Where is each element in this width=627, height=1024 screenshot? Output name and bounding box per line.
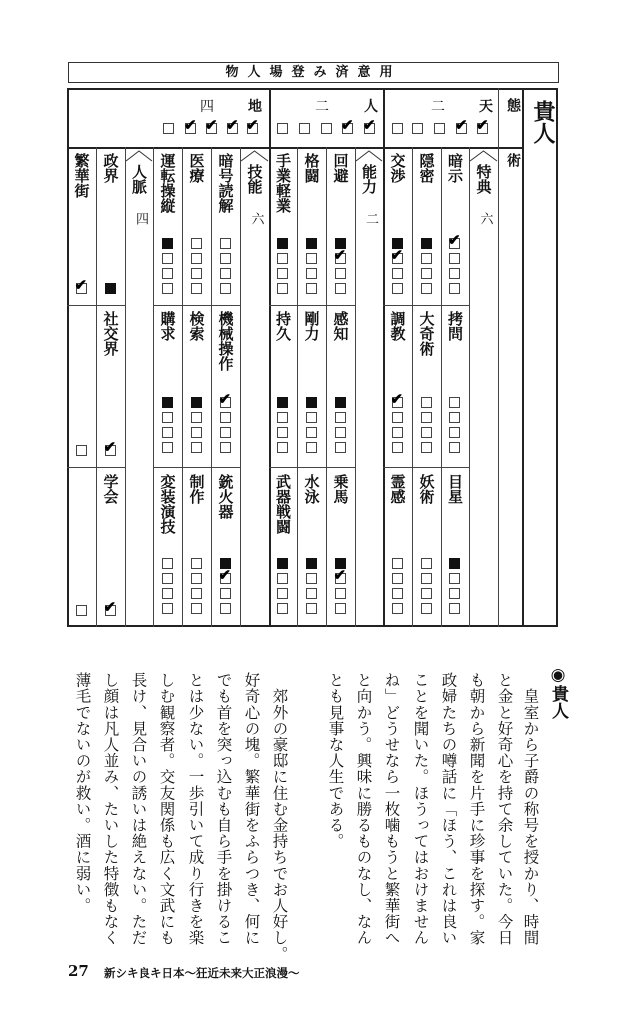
skill-checkbox[interactable]	[277, 268, 288, 279]
skill-name: 政界	[101, 153, 120, 183]
skill-name: 拷問	[446, 311, 464, 341]
description-heading: ◉貴人	[548, 665, 568, 719]
row-divider	[153, 305, 182, 306]
checkmark-icon: ✔	[390, 390, 404, 408]
skill-name: 格闘	[302, 153, 321, 183]
skill-name: 運転操縦	[158, 153, 177, 213]
skill-checkbox[interactable]	[392, 442, 403, 453]
skill-checkbox[interactable]	[392, 283, 403, 294]
skill-name: 乗馬	[331, 474, 350, 504]
brace-icon	[125, 148, 153, 162]
skill-checkbox[interactable]	[220, 283, 231, 294]
section-count: 二	[363, 212, 378, 225]
skill-checkbox[interactable]	[306, 397, 317, 408]
attribute-count: 二	[315, 99, 329, 115]
row-divider	[297, 467, 326, 468]
checkmark-icon: ✔	[226, 116, 239, 134]
skill-checkbox[interactable]	[162, 588, 173, 599]
skill-checkbox[interactable]	[220, 442, 231, 453]
skill-checkbox[interactable]	[392, 588, 403, 599]
skill-checkbox[interactable]	[162, 427, 173, 438]
checkmark-icon: ✔	[333, 246, 347, 264]
attribute-checkbox[interactable]	[163, 123, 174, 134]
paragraph-line: し顔は凡人並み、たいした特徴もなく	[101, 672, 120, 946]
skill-name: 変装演技	[158, 474, 177, 534]
skill-name: 水泳	[302, 474, 321, 504]
skill-checkbox[interactable]	[162, 603, 173, 614]
skill-name: 回避	[331, 153, 350, 183]
attribute-label: 地	[248, 99, 262, 115]
skill-checkbox[interactable]	[191, 558, 202, 569]
skill-checkbox[interactable]	[335, 268, 346, 279]
skill-checkbox[interactable]	[191, 588, 202, 599]
checkmark-icon: ✔	[184, 116, 197, 134]
skill-checkbox[interactable]	[277, 573, 288, 584]
row-divider	[326, 467, 355, 468]
attitude-value: 術	[505, 153, 521, 167]
checkmark-icon: ✔	[205, 116, 218, 134]
skill-checkbox[interactable]	[449, 588, 460, 599]
checkmark-icon: ✔	[341, 116, 354, 134]
skill-checkbox[interactable]	[335, 283, 346, 294]
skill-name: 検索	[187, 311, 206, 341]
sheet-title-bar: 物人場登み済意用	[68, 62, 559, 83]
skill-checkbox[interactable]	[162, 238, 173, 249]
skill-checkbox[interactable]	[277, 427, 288, 438]
divider	[269, 88, 271, 627]
paragraph-line: 政婦たちの噂話に「ほう、これは良い	[439, 672, 458, 946]
brace-icon	[469, 148, 498, 162]
skill-checkbox[interactable]	[277, 253, 288, 264]
skill-name: 手業軽業	[274, 153, 292, 213]
skill-checkbox[interactable]	[306, 268, 317, 279]
skill-checkbox[interactable]	[449, 427, 460, 438]
skill-name: 妖術	[417, 474, 436, 504]
paragraph-line: と金と好奇心を持て余していた。今日	[495, 672, 514, 946]
divider	[498, 88, 499, 627]
skill-name: 社交界	[101, 311, 120, 356]
skill-checkbox[interactable]	[421, 573, 432, 584]
row-divider	[96, 467, 125, 468]
attribute-checkbox[interactable]	[392, 123, 403, 134]
paragraph-line: ね」どうせなら一枚噛もうと繁華街へ	[382, 672, 401, 946]
divider	[326, 147, 327, 627]
skill-checkbox[interactable]	[191, 268, 202, 279]
skill-name: 武器戦闘	[274, 474, 292, 534]
row-divider	[269, 305, 297, 306]
skill-checkbox[interactable]	[306, 603, 317, 614]
checkmark-icon: ✔	[246, 116, 259, 134]
skill-checkbox[interactable]	[220, 588, 231, 599]
skill-name: 医療	[187, 153, 206, 183]
skill-name: 交渉	[388, 153, 407, 183]
skill-checkbox[interactable]	[220, 412, 231, 423]
skill-name: 霊感	[388, 474, 407, 504]
skill-checkbox[interactable]	[191, 427, 202, 438]
skill-checkbox[interactable]	[306, 573, 317, 584]
skill-checkbox[interactable]	[162, 558, 173, 569]
row-divider	[441, 467, 469, 468]
checkmark-icon: ✔	[333, 566, 347, 584]
skill-checkbox[interactable]	[392, 268, 403, 279]
skill-checkbox[interactable]	[162, 573, 173, 584]
skill-name: 銃火器	[216, 474, 235, 519]
section-label: 特典	[474, 164, 493, 194]
skill-name: 機械操作	[216, 311, 235, 371]
skill-checkbox[interactable]	[277, 397, 288, 408]
attribute-checkbox[interactable]	[299, 123, 310, 134]
skill-name: 感知	[331, 311, 350, 341]
skill-checkbox[interactable]	[306, 442, 317, 453]
skill-name: 暗示	[446, 153, 464, 183]
attribute-count: 四	[200, 99, 214, 115]
skill-checkbox[interactable]	[162, 397, 173, 408]
skill-checkbox[interactable]	[162, 412, 173, 423]
contact-checkbox[interactable]	[76, 605, 87, 616]
skill-name: 制作	[187, 474, 206, 504]
row-divider	[182, 305, 211, 306]
skill-checkbox[interactable]	[392, 412, 403, 423]
paragraph-line: も朝から新聞を片手に珍事を探す。家	[467, 672, 486, 946]
attribute-label: 天	[479, 99, 493, 115]
row-divider	[412, 467, 441, 468]
skill-checkbox[interactable]	[191, 573, 202, 584]
paragraph-line: 郊外の豪邸に住む金持ちでお人好し。	[270, 672, 289, 962]
skill-checkbox[interactable]	[306, 283, 317, 294]
row-divider	[211, 467, 240, 468]
attribute-checkbox[interactable]	[412, 123, 423, 134]
row-divider	[383, 467, 412, 468]
skill-checkbox[interactable]	[191, 253, 202, 264]
paragraph-line: しむ観察者。交友関係も広く文武にも	[157, 672, 176, 946]
row-divider	[297, 305, 326, 306]
paragraph-line: と向かう。興味に勝るものなし、なん	[354, 672, 373, 946]
skill-name: 購求	[158, 311, 177, 341]
skill-checkbox[interactable]	[306, 253, 317, 264]
skill-checkbox[interactable]	[162, 268, 173, 279]
section-label: 能力	[360, 164, 378, 194]
character-name: 貴人	[530, 100, 556, 144]
skill-name: 目星	[446, 474, 464, 504]
section-label: 技能	[245, 164, 264, 194]
skill-checkbox[interactable]	[449, 603, 460, 614]
paragraph-line: とは少ない。一歩引いて成り行きを楽	[186, 672, 205, 946]
row-divider	[182, 467, 211, 468]
divider	[441, 147, 442, 627]
attribute-checkbox[interactable]	[434, 123, 445, 134]
attribute-count: 二	[431, 99, 445, 115]
skill-checkbox[interactable]	[162, 283, 173, 294]
row-divider	[441, 305, 469, 306]
skill-checkbox[interactable]	[277, 588, 288, 599]
skill-checkbox[interactable]	[277, 603, 288, 614]
paragraph-line: 長け、見合いの誘いは絶えない。ただ	[129, 672, 148, 946]
divider	[412, 147, 413, 627]
skill-checkbox[interactable]	[421, 397, 432, 408]
skill-name: 大奇術	[417, 311, 436, 356]
skill-checkbox[interactable]	[421, 558, 432, 569]
paragraph-line: 好奇心の塊。繁華街をふらつき、何に	[242, 672, 261, 946]
page-number: 27	[68, 962, 89, 980]
divider	[355, 147, 356, 627]
skill-checkbox[interactable]	[191, 603, 202, 614]
skill-checkbox[interactable]	[306, 238, 317, 249]
checkmark-icon: ✔	[74, 276, 88, 294]
skill-checkbox[interactable]	[277, 283, 288, 294]
attitude-label: 態	[505, 98, 521, 112]
skill-checkbox[interactable]	[449, 268, 460, 279]
brace-icon	[355, 148, 383, 162]
skill-checkbox[interactable]	[220, 603, 231, 614]
skill-checkbox[interactable]	[392, 427, 403, 438]
skill-checkbox[interactable]	[191, 238, 202, 249]
skill-checkbox[interactable]	[220, 268, 231, 279]
skill-checkbox[interactable]	[335, 442, 346, 453]
divider	[211, 147, 212, 627]
checkmark-icon: ✔	[363, 116, 376, 134]
checkmark-icon: ✔	[448, 231, 461, 249]
skill-checkbox[interactable]	[421, 268, 432, 279]
skill-checkbox[interactable]	[335, 397, 346, 408]
skill-checkbox[interactable]	[449, 558, 460, 569]
skill-checkbox[interactable]	[421, 238, 432, 249]
contact-checkbox[interactable]	[76, 445, 87, 456]
divider	[125, 147, 126, 627]
skill-checkbox[interactable]	[162, 253, 173, 264]
skill-name: 調教	[388, 311, 407, 341]
row-divider	[383, 305, 412, 306]
row-divider	[412, 305, 441, 306]
skill-checkbox[interactable]	[277, 558, 288, 569]
skill-checkbox[interactable]	[421, 253, 432, 264]
section-count: 六	[248, 212, 264, 225]
row-divider	[96, 305, 125, 306]
row-divider	[153, 467, 182, 468]
section-count: 六	[477, 212, 493, 225]
skill-checkbox[interactable]	[392, 603, 403, 614]
row-divider	[269, 467, 297, 468]
paragraph-line: 皇室から子爵の称号を授かり、時間	[521, 672, 540, 946]
skill-name: 学会	[101, 474, 120, 504]
divider	[96, 147, 97, 627]
checkmark-icon: ✔	[218, 566, 232, 584]
skill-checkbox[interactable]	[335, 588, 346, 599]
skill-checkbox[interactable]	[335, 427, 346, 438]
skill-checkbox[interactable]	[306, 412, 317, 423]
row-divider	[67, 305, 96, 306]
skill-checkbox[interactable]	[449, 442, 460, 453]
skill-checkbox[interactable]	[220, 427, 231, 438]
attribute-checkbox[interactable]	[277, 123, 288, 134]
divider	[182, 147, 183, 627]
paragraph-line: 薄毛でないのが救い。酒に弱い。	[73, 672, 92, 914]
skill-checkbox[interactable]	[220, 238, 231, 249]
brace-icon	[240, 148, 269, 162]
book-title: 新シキ良キ日本〜狂近未来大正浪漫〜	[104, 966, 300, 980]
skill-checkbox[interactable]	[191, 283, 202, 294]
skill-checkbox[interactable]	[306, 588, 317, 599]
skill-name: 繁華街	[72, 153, 91, 198]
section-label: 人脈	[130, 164, 148, 194]
skill-checkbox[interactable]	[306, 558, 317, 569]
skill-checkbox[interactable]	[421, 442, 432, 453]
skill-checkbox[interactable]	[421, 412, 432, 423]
attribute-label: 人	[364, 99, 378, 115]
skill-checkbox[interactable]	[162, 442, 173, 453]
divider	[383, 88, 385, 627]
skill-checkbox[interactable]	[277, 442, 288, 453]
skill-checkbox[interactable]	[421, 283, 432, 294]
checkmark-icon: ✔	[455, 116, 468, 134]
skill-checkbox[interactable]	[421, 603, 432, 614]
skill-checkbox[interactable]	[277, 412, 288, 423]
checkmark-icon: ✔	[218, 390, 232, 408]
skill-checkbox[interactable]	[421, 588, 432, 599]
skill-checkbox[interactable]	[277, 238, 288, 249]
paragraph-line: とも見事な人生である。	[326, 672, 345, 850]
skill-checkbox[interactable]	[449, 253, 460, 264]
divider	[153, 147, 154, 627]
skill-checkbox[interactable]	[392, 573, 403, 584]
skill-checkbox[interactable]	[421, 427, 432, 438]
skill-name: 隠密	[417, 153, 436, 183]
contact-checkbox[interactable]	[105, 283, 116, 294]
skill-checkbox[interactable]	[335, 603, 346, 614]
skill-checkbox[interactable]	[392, 558, 403, 569]
skill-checkbox[interactable]	[449, 573, 460, 584]
skill-name: 剛力	[302, 311, 321, 341]
row-divider	[326, 305, 355, 306]
divider	[522, 88, 524, 627]
divider	[240, 147, 241, 627]
checkmark-icon: ✔	[390, 246, 404, 264]
skill-name: 持久	[274, 311, 292, 341]
divider	[297, 147, 298, 627]
skill-checkbox[interactable]	[449, 283, 460, 294]
row-divider	[67, 467, 96, 468]
attribute-checkbox[interactable]	[321, 123, 332, 134]
skill-checkbox[interactable]	[449, 397, 460, 408]
paragraph-line: でも首を突っ込むも自ら手を掛けるこ	[214, 672, 233, 946]
skill-checkbox[interactable]	[306, 427, 317, 438]
skill-checkbox[interactable]	[191, 412, 202, 423]
skill-checkbox[interactable]	[335, 412, 346, 423]
checkmark-icon: ✔	[476, 116, 489, 134]
skill-checkbox[interactable]	[220, 253, 231, 264]
section-count: 四	[133, 212, 148, 225]
skill-checkbox[interactable]	[191, 397, 202, 408]
paragraph-line: ことを聞いた。ほうってはおけません	[411, 672, 430, 946]
skill-checkbox[interactable]	[191, 442, 202, 453]
row-divider	[211, 305, 240, 306]
skill-checkbox[interactable]	[449, 412, 460, 423]
checkmark-icon: ✔	[103, 598, 117, 616]
divider	[469, 147, 470, 627]
skill-name: 暗号読解	[216, 153, 235, 213]
checkmark-icon: ✔	[103, 438, 117, 456]
